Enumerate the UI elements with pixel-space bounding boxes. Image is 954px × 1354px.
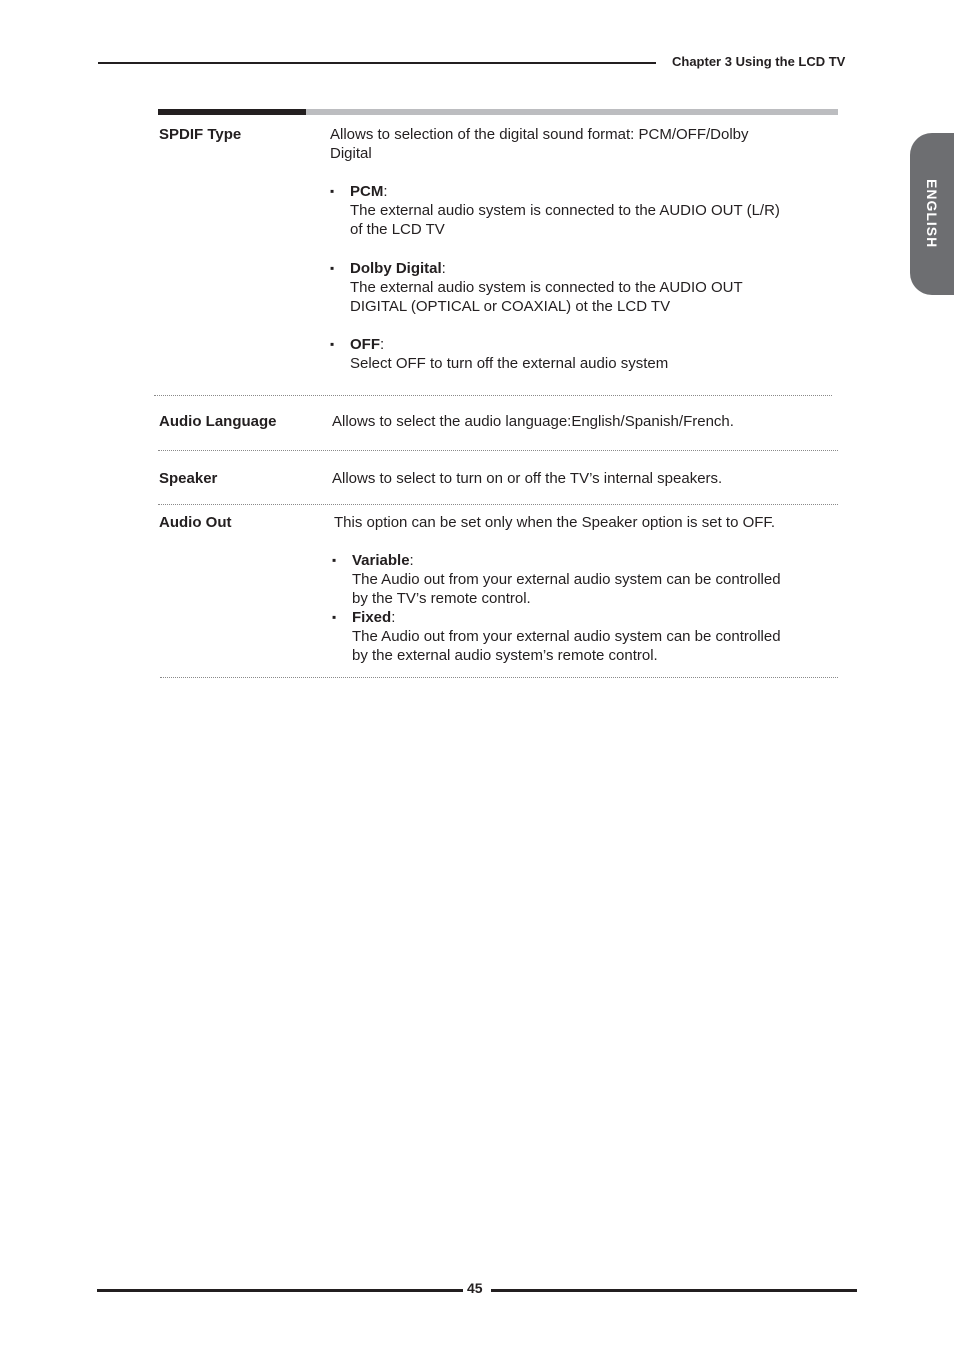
bullet-square-icon: ▪	[330, 337, 335, 351]
bullet-line: The Audio out from your external audio system can be controlled	[352, 628, 781, 645]
language-tab-label: ENGLISH	[924, 179, 940, 249]
bullet-title: Dolby Digital	[350, 260, 442, 277]
bullet-line: of the LCD TV	[350, 221, 445, 238]
term-spdif-type: SPDIF Type	[159, 126, 242, 143]
bullet-line: The external audio system is connected to the AUDIO OUT	[350, 279, 743, 296]
desc-speaker: Allows to select to turn on or off the TV’s internal speakers.	[332, 470, 723, 487]
bullet-line: Select OFF to turn off the external audio system	[350, 355, 669, 372]
footer-rule-left	[97, 1289, 463, 1292]
row-separator	[158, 450, 838, 451]
bullet-square-icon: ▪	[332, 610, 337, 624]
row-separator	[160, 677, 838, 678]
bullet-square-icon: ▪	[330, 184, 335, 198]
bullet-square-icon: ▪	[330, 261, 335, 275]
bullet-line: DIGITAL (OPTICAL or COAXIAL) ot the LCD TV	[350, 298, 671, 315]
term-audio-language: Audio Language	[159, 413, 277, 430]
term-audio-out: Audio Out	[159, 514, 232, 531]
bullet-pcm: ▪ PCM: The external audio system is connected to the AUDIO OUT (L/R) of the LCD TV	[330, 183, 780, 238]
desc-line: Digital	[330, 145, 372, 162]
language-tab	[910, 133, 954, 295]
bullet-fixed: ▪ Fixed: The Audio out from your external audio system can be controlled by the external audio system’s remote control.	[332, 609, 781, 664]
bullet-title: OFF	[350, 336, 380, 353]
row-separator	[158, 504, 838, 505]
bullet-line: by the TV’s remote control.	[352, 590, 531, 607]
bullet-line: The Audio out from your external audio system can be controlled	[352, 571, 781, 588]
row-separator	[154, 395, 832, 396]
page-number: 45	[467, 1280, 483, 1296]
bullet-title: PCM	[350, 183, 384, 200]
desc-audio-language: Allows to select the audio language:English/Spanish/French.	[332, 413, 734, 430]
desc-spdif-type	[330, 125, 749, 163]
bullet-title: Fixed	[352, 609, 392, 626]
bullet-off: ▪ OFF: Select OFF to turn off the external audio system	[330, 336, 669, 372]
table-header-bar-dark	[158, 109, 306, 115]
bullet-dolby-digital: ▪ Dolby Digital: The external audio system is connected to the AUDIO OUT DIGITAL (OPTICAL or COAXIAL) ot the LCD TV	[330, 260, 743, 315]
header-rule	[98, 62, 656, 64]
bullet-variable: ▪ Variable: The Audio out from your external audio system can be controlled by the TV’s remote control.	[332, 552, 781, 607]
footer-rule-right	[491, 1289, 857, 1292]
desc-line: Allows to selection of the digital sound format: PCM/OFF/Dolby	[330, 126, 749, 143]
table-header-bar-light	[306, 109, 838, 115]
term-speaker: Speaker	[159, 470, 218, 487]
bullet-square-icon: ▪	[332, 553, 337, 567]
bullet-line: by the external audio system’s remote control.	[352, 647, 658, 664]
bullet-line: The external audio system is connected to the AUDIO OUT (L/R)	[350, 202, 780, 219]
bullet-title: Variable	[352, 552, 410, 569]
chapter-title: Chapter 3 Using the LCD TV	[672, 54, 846, 69]
desc-audio-out: This option can be set only when the Speaker option is set to OFF.	[334, 514, 776, 531]
